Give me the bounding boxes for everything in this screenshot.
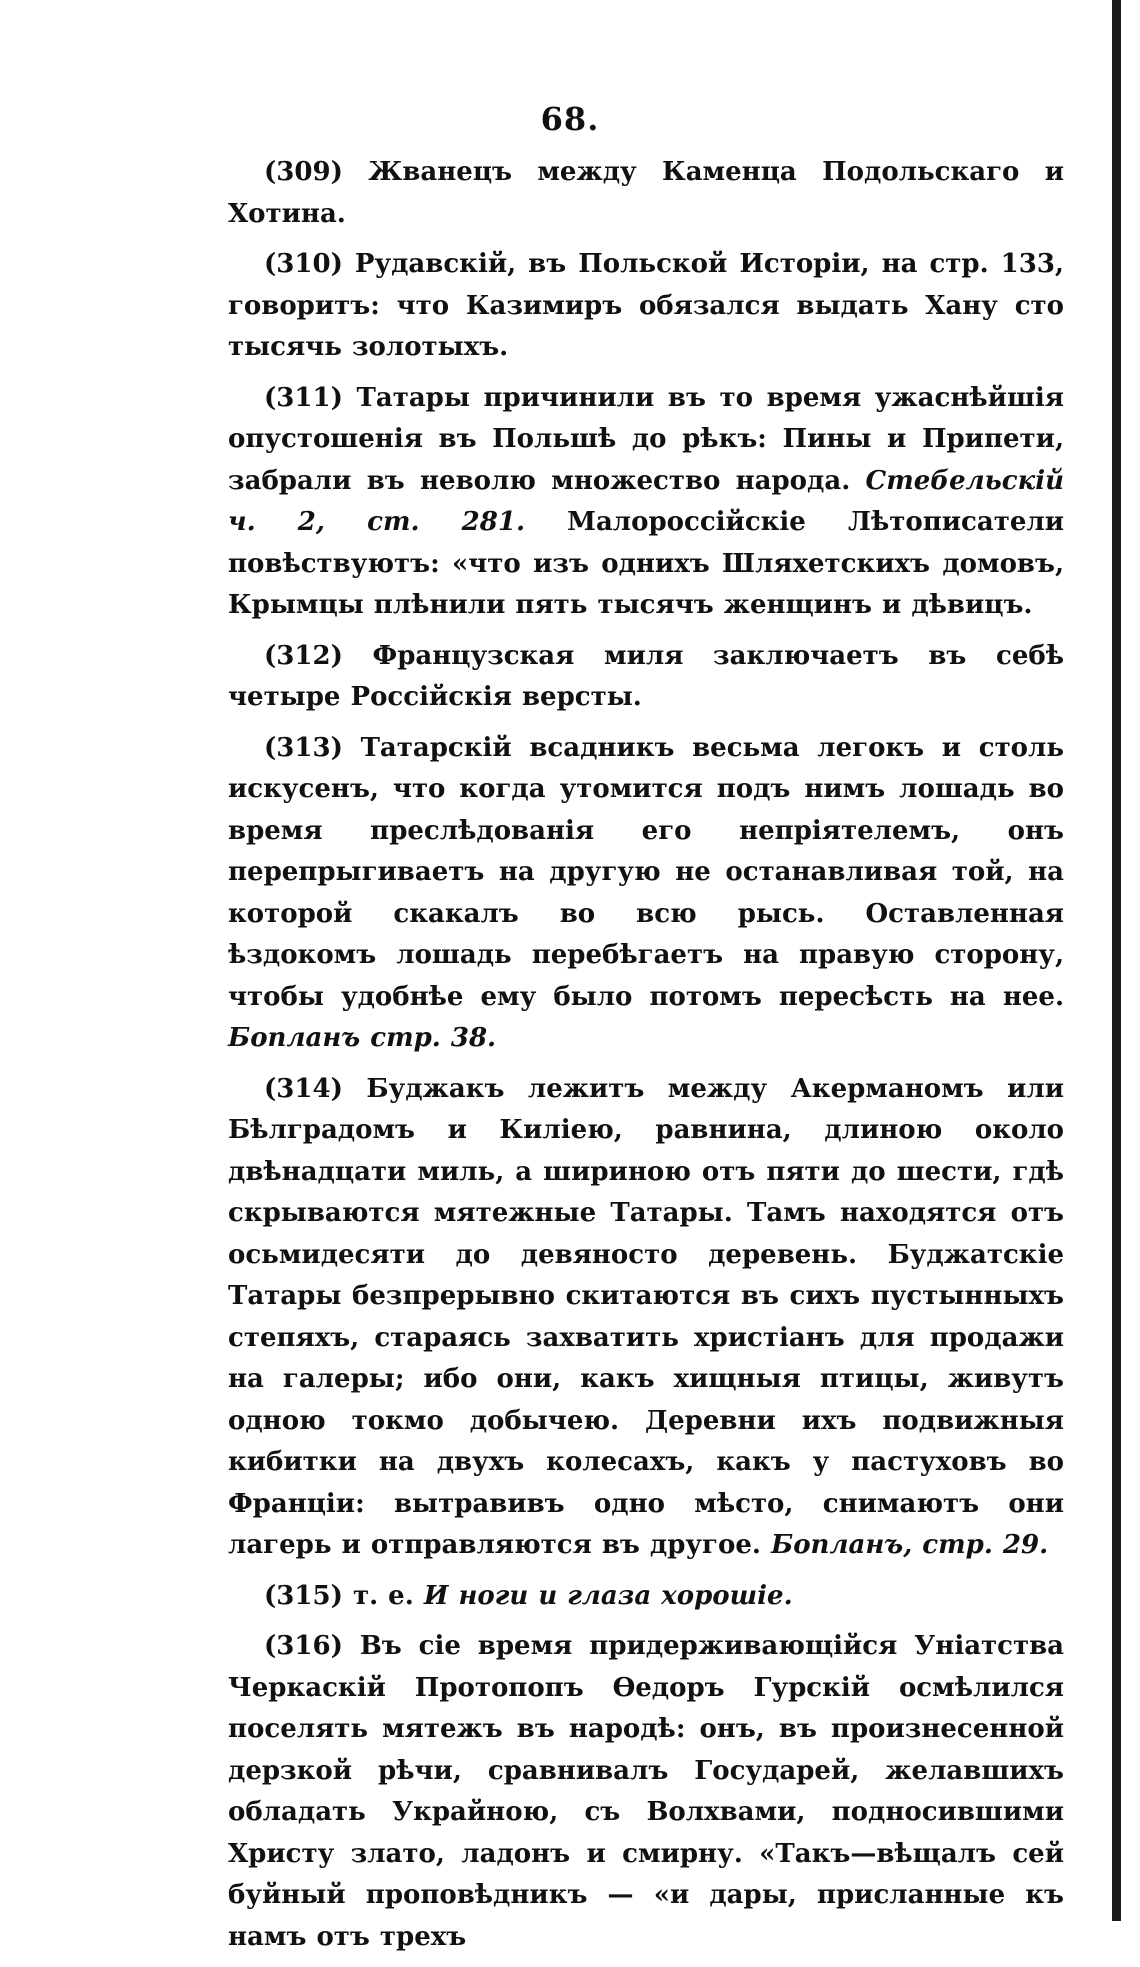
note-311 — [228, 378, 1064, 627]
note-reference: И ноги и глаза хорошіе. — [423, 1580, 793, 1611]
note-text: Буджакъ лежитъ между Акерманомъ или Бѣлградомъ и Киліею, равнина, длиною около двѣнадцати миль, а шириною отъ пяти до шести, гдѣ скрываются мятежные Татары. Тамъ находятся отъ осьмидесяти до девяносто деревень. Буджатскіе Татары безпрерывно скитаются въ сихъ пустынныхъ степяхъ, стараясь захватить христіанъ для продажи на галеры; ибо они, какъ хищныя птицы, живутъ одною токмо добычею. Деревни ихъ подвижныя кибитки на двухъ колесахъ, какъ у пастуховъ во Франціи: вытравивъ одно мѣсто, снимаютъ они лагерь и отправляются въ другое. — [228, 1073, 1064, 1560]
note-reference: Стебельскій ч. 2, ст. 281. — [228, 465, 1064, 537]
note-number: (310) — [264, 249, 343, 279]
note-text: т. е. — [352, 1580, 414, 1611]
scan-edge-shadow — [1112, 0, 1121, 1921]
notes-text-block — [228, 152, 1064, 1967]
note-text-tail: Малороссійскіе Лѣтописатели повѣствуютъ: «что изъ однихъ Шляхетскихъ домовъ, Крымцы плѣнили пять тысячъ женщинъ и дѣвицъ. — [228, 507, 1064, 620]
note-number: (311) — [264, 382, 343, 413]
note-text: Жванецъ между Каменца Подольскаго и Хотина. — [228, 157, 1065, 229]
note-number: (315) — [264, 1580, 343, 1611]
note-315 — [228, 1576, 1064, 1618]
note-reference: Бопланъ стр. 38. — [228, 1023, 497, 1053]
note-314 — [228, 1069, 1064, 1567]
note-number: (316) — [264, 1631, 343, 1661]
note-309 — [228, 152, 1064, 235]
note-reference: Бопланъ, стр. 29. — [771, 1530, 1049, 1560]
note-text: Рудавскій, въ Польской Исторіи, на стр. 133, говоритъ: что Казимиръ обязался выдать Хану сто тысячь золотыхъ. — [228, 249, 1064, 362]
note-316 — [228, 1626, 1064, 1958]
note-310 — [228, 244, 1064, 369]
page-number: 68. — [540, 100, 600, 138]
note-text: Французская миля заключаетъ въ себѣ четыре Россійскія версты. — [228, 640, 1064, 712]
note-number: (309) — [264, 157, 343, 187]
note-number: (312) — [264, 640, 343, 671]
note-number: (313) — [264, 732, 343, 763]
note-text: Въ сіе время придерживающійся Уніатства Черкаскій Протопопъ Ѳедоръ Гурскій осмѣлился поселять мятежъ въ народѣ: онъ, въ произнесенной дерзкой рѣчи, сравнивалъ Государей, желавшихъ обладать Украйною, съ Волхвами, подносившими Христу злато, ладонъ и смирну. «Такъ—вѣщалъ сей буйный проповѣдникъ — «и дары, присланные къ намъ отъ трехъ — [228, 1631, 1065, 1952]
note-number: (314) — [264, 1073, 343, 1104]
note-text: Татарскій всадникъ весьма легокъ и столь искусенъ, что когда утомится подъ нимъ лошадь во время преслѣдованія его непріятелемъ, онъ перепрыгиваетъ на другую не останавливая той, на которой скакалъ во всю рысь. Оставленная ѣздокомъ лошадь перебѣгаетъ на правую сторону, чтобы удобнѣе ему было потомъ пересѣсть на нее. — [228, 732, 1064, 1012]
note-312 — [228, 636, 1064, 719]
note-text: Татары причинили въ то время ужаснѣйшія опустошенія въ Польшѣ до рѣкъ: Пины и Припети, забрали въ неволю множество народа. — [228, 382, 1064, 496]
note-313 — [228, 728, 1064, 1060]
